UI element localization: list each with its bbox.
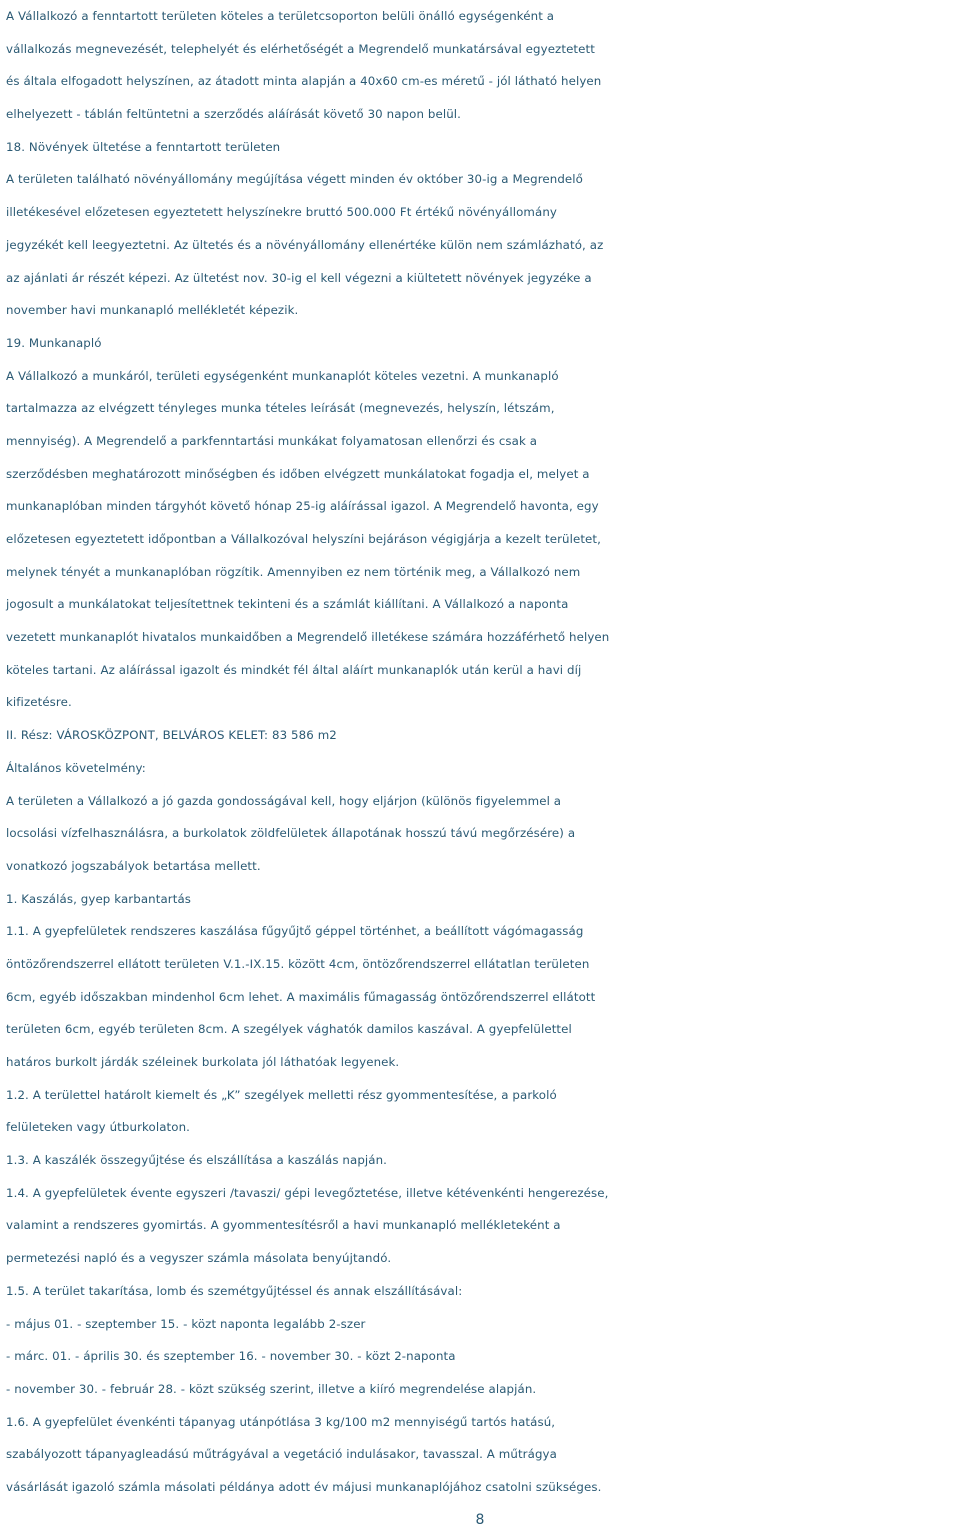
text-line: szabályozott tápanyagleadású műtrágyával a vegetáció indulásakor, tavasszal. A műtrágya	[6, 1447, 557, 1462]
list-item: - márc. 01. - április 30. és szeptember 16. - november 30. - közt 2-naponta	[6, 1349, 456, 1364]
text-line: A területen található növényállomány megújítása végett minden év október 30-ig a Megrendelő	[6, 172, 583, 187]
document-body	[6, 0, 958, 1504]
text-line: november havi munkanapló mellékletét képezik.	[6, 303, 299, 318]
text-line: szerződésben meghatározott minőségben és időben elvégzett munkálatokat fogadja el, melyet a	[6, 466, 590, 481]
text-line: A Vállalkozó a munkáról, területi egységenként munkanaplót köteles vezetni. A munkanapló	[6, 368, 559, 383]
section-heading: 18. Növények ültetése a fenntartott területen	[6, 139, 281, 154]
text-line: és általa elfogadott helyszínen, az átadott minta alapján a 40x60 cm-es méretű - jól látható helyen	[6, 74, 602, 89]
text-line: területen 6cm, egyéb területen 8cm. A szegélyek vághatók damilos kaszával. A gyepfelülettel	[6, 1022, 572, 1037]
text-line: illetékesével előzetesen egyeztetett helyszínekre bruttó 500.000 Ft értékű növényállomány	[6, 205, 557, 220]
text-line: 1.3. A kaszálék összegyűjtése és elszállítása a kaszálás napján.	[6, 1153, 388, 1168]
text-line: elhelyezett - táblán feltüntetni a szerződés aláírását követő 30 napon belül.	[6, 107, 462, 122]
text-line: vezetett munkanaplót hivatalos munkaidőben a Megrendelő illetékese számára hozzáférhető helyen	[6, 630, 610, 645]
text-line: mennyiség). A Megrendelő a parkfenntartási munkákat folyamatosan ellenőrzi és csak a	[6, 433, 538, 448]
text-line: 1.1. A gyepfelületek rendszeres kaszálása fűgyűjtő géppel történhet, a beállított vágómagasság	[6, 924, 584, 939]
text-line: vonatkozó jogszabályok betartása mellett.	[6, 858, 261, 873]
text-line: locsolási vízfelhasználásra, a burkolatok zöldfelületek állapotának hosszú távú megőrzésére) a	[6, 826, 576, 841]
text-line: előzetesen egyeztetett időpontban a Vállalkozóval helyszíni bejáráson végigjárja a kezelt területet,	[6, 532, 601, 546]
text-line: 6cm, egyéb időszakban mindenhol 6cm lehet. A maximális fűmagasság öntözőrendszerrel ellátott	[6, 989, 596, 1004]
section-heading: 1. Kaszálás, gyep karbantartás	[6, 891, 192, 906]
text-line: 1.6. A gyepfelület évenkénti tápanyag utánpótlása 3 kg/100 m2 mennyiségű tartós hatású,	[6, 1414, 556, 1429]
text-line: határos burkolt járdák széleinek burkolata jól láthatóak legyenek.	[6, 1055, 400, 1069]
text-line: 1.4. A gyepfelületek évente egyszeri /tavaszi/ gépi levegőztetése, illetve kétévenkénti hengerezése,	[6, 1185, 609, 1200]
page-number: 8	[475, 1512, 485, 1528]
text-line: köteles tartani. Az aláírással igazolt és mindkét fél által aláírt munkanaplók után kerül a havi díj	[6, 662, 582, 677]
text-line: permetezési napló és a vegyszer számla másolata benyújtandó.	[6, 1251, 392, 1266]
text-line: 1.2. A területtel határolt kiemelt és „K” szegélyek melletti rész gyommentesítése, a parkoló	[6, 1087, 557, 1102]
text-line: melynek tényét a munkanaplóban rögzítik. Amennyiben ez nem történik meg, a Vállalkozó nem	[6, 564, 581, 579]
text-line: az ajánlati ár részét képezi. Az ültetést nov. 30-ig el kell végezni a kiültetett növények jegyzéke a	[6, 270, 592, 285]
text-line: A területen a Vállalkozó a jó gazda gondosságával kell, hogy eljárjon (különös figyelemmel a	[6, 793, 562, 808]
text-line: tartalmazza az elvégzett tényleges munka tételes leírását (megnevezés, helyszín, létszám,	[6, 401, 555, 416]
text-line: vállalkozás megnevezését, telephelyét és elérhetőségét a Megrendelő munkatársával egyeztetett	[6, 41, 595, 56]
text-line: jogosult a munkálatokat teljesítettnek tekinteni és a számlát kiállítani. A Vállalkozó a naponta	[6, 597, 569, 612]
text-line: munkanaplóban minden tárgyhót követő hónap 25-ig aláírással igazol. A Megrendelő havonta, egy	[6, 499, 599, 514]
text-line: felületeken vagy útburkolaton.	[6, 1120, 191, 1135]
text-line: jegyzékét kell leegyeztetni. Az ültetés és a növényállomány ellenértéke külön nem számlázható, az	[6, 237, 604, 252]
list-item: - november 30. - február 28. - közt szükség szerint, illetve a kiíró megrendelése alapján.	[6, 1381, 537, 1396]
part-heading: II. Rész: VÁROSKÖZPONT, BELVÁROS KELET: 83 586 m2	[6, 728, 337, 743]
text-line: vásárlását igazoló számla másolati példánya adott év májusi munkanaplójához csatolni szükséges.	[6, 1479, 602, 1494]
text-line: 1.5. A terület takarítása, lomb és szemétgyűjtéssel és annak elszállításával:	[6, 1283, 463, 1298]
subsection-heading: Általános követelmény:	[6, 760, 146, 775]
text-line: öntözőrendszerrel ellátott területen V.1.-IX.15. között 4cm, öntözőrendszerrel ellátatlan területen	[6, 956, 590, 971]
text-line: valamint a rendszeres gyomirtás. A gyommentesítésről a havi munkanapló mellékleteként a	[6, 1218, 561, 1233]
text-line: kifizetésre.	[6, 695, 72, 710]
text-line: A Vállalkozó a fenntartott területen köteles a területcsoporton belüli önálló egységenként a	[6, 9, 555, 23]
list-item: - május 01. - szeptember 15. - közt naponta legalább 2-szer	[6, 1316, 366, 1331]
section-heading: 19. Munkanapló	[6, 335, 102, 350]
